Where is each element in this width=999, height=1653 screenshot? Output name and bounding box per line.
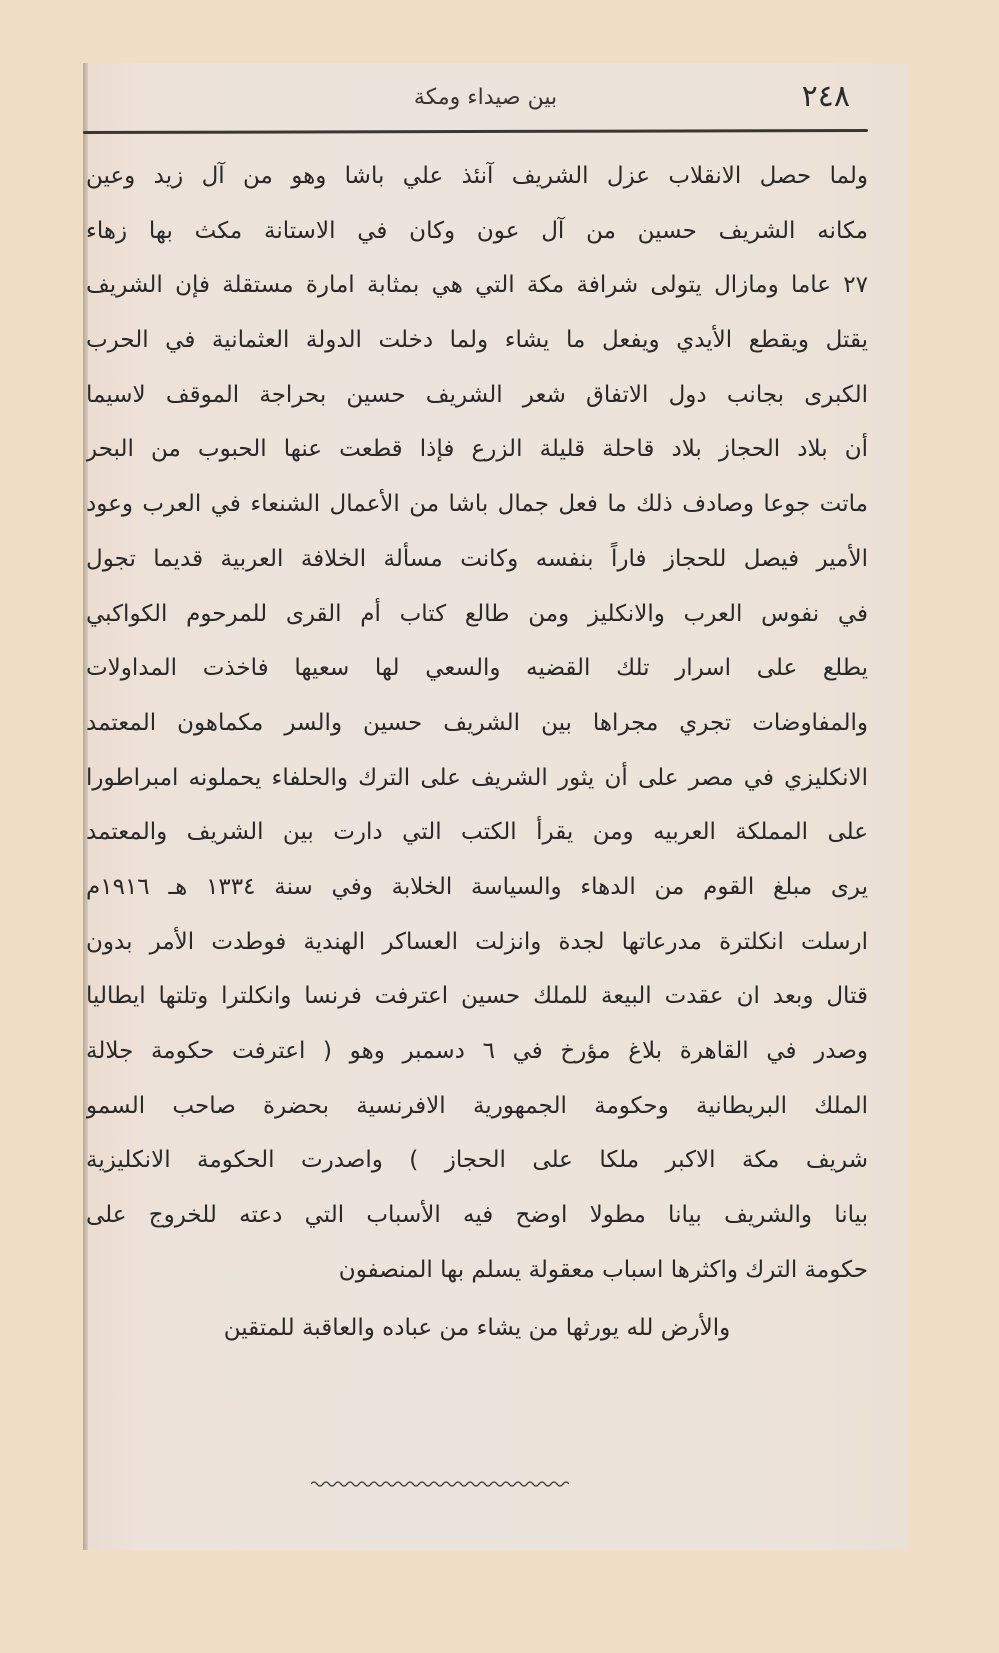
text-line: ارسلت انكلترة مدرعاتها لجدة وانزلت العساكر الهندية فوطدت الأمر بدون xyxy=(86,928,868,955)
running-title: بين صيداء ومكة xyxy=(413,85,558,110)
text-line: ولما حصل الانقلاب عزل الشريف آنئذ علي باشا وهو من آل زيد وعين xyxy=(86,163,868,189)
text-line: يرى مبلغ القوم من الدهاء والسياسة الخلابة وفي سنة ١٣٣٤ هـ ١٩١٦م xyxy=(86,873,868,900)
text-line: يطلع على اسرار تلك القضيه والسعي لها سعيها فاخذت المداولات xyxy=(86,655,868,682)
page-number: ٢٤٨ xyxy=(801,79,850,114)
text-line: شريف مكة الاكبر ملكا على الحجاز ) واصدرت الحكومة الانكليزية xyxy=(86,1147,868,1174)
text-line: قتال وبعد ان عقدت البيعة للملك حسين اعترفت فرنسا وانكلترا وتلتها ايطاليا xyxy=(86,983,868,1010)
text-line: أن بلاد الحجاز بلاد قاحلة قليلة الزرع فإذا قطعت عنها الحبوب من البحر xyxy=(86,436,868,463)
text-line: والمفاوضات تجري مجراها بين الشريف حسين والسر مكماهون المعتمد xyxy=(86,709,868,736)
text-line: وصدر في القاهرة بلاغ مؤرخ في ٦ دسمبر وهو ( اعترفت حكومة جلالة xyxy=(86,1038,868,1064)
text-line: بيانا والشريف بيانا مطولا اوضح فيه الأسباب التي دعته للخروج على xyxy=(86,1202,868,1229)
text-line: مكانه الشريف حسين من آل عون وكان في الاستانة مكث بها زهاء xyxy=(86,217,868,244)
text-line: الكبرى بجانب دول الاتفاق شعر الشريف حسين بحراجة الموقف لاسيما xyxy=(86,381,868,408)
text-line: الملك البريطانية وحكومة الجمهورية الافرنسية بحضرة صاحب السمو xyxy=(86,1092,868,1119)
text-line: في نفوس العرب والانكليز ومن طالع كتاب أم القرى للمرحوم الكواكبي xyxy=(86,600,868,627)
text-line: حكومة الترك واكثرها اسباب معقولة يسلم بها المنصفون xyxy=(338,1256,868,1283)
running-head xyxy=(83,71,868,121)
header-rule-divider xyxy=(83,129,868,134)
wavy-ornament-divider xyxy=(311,1479,569,1489)
text-line: على المملكة العربيه ومن يقرأ الكتب التي دارت بين الشريف والمعتمد xyxy=(86,819,868,846)
closing-line: والأرض لله يورثها من يشاء من عباده والعاقبة للمتقين xyxy=(223,1315,731,1342)
text-line: الانكليزي في مصر على أن يثور الشريف على الترك والحلفاء يحملونه امبراطورا xyxy=(86,764,868,791)
text-line: ماتت جوعا وصادف ذلك ما فعل جمال باشا من الأعمال الشنعاء في العرب وعود xyxy=(86,491,868,518)
body-text xyxy=(86,149,868,1356)
book-page xyxy=(83,63,908,1550)
text-line: ٢٧ عاما ومازال يتولى شرافة مكة التي هي بمثابة امارة مستقلة فإن الشريف xyxy=(86,272,868,299)
text-line: يقتل ويقطع الأيدي ويفعل ما يشاء ولما دخلت الدولة العثمانية في الحرب xyxy=(86,327,868,354)
text-line: الأمير فيصل للحجاز فاراً بنفسه وكانت مسألة الخلافة العربية قديما تجول xyxy=(86,545,868,572)
